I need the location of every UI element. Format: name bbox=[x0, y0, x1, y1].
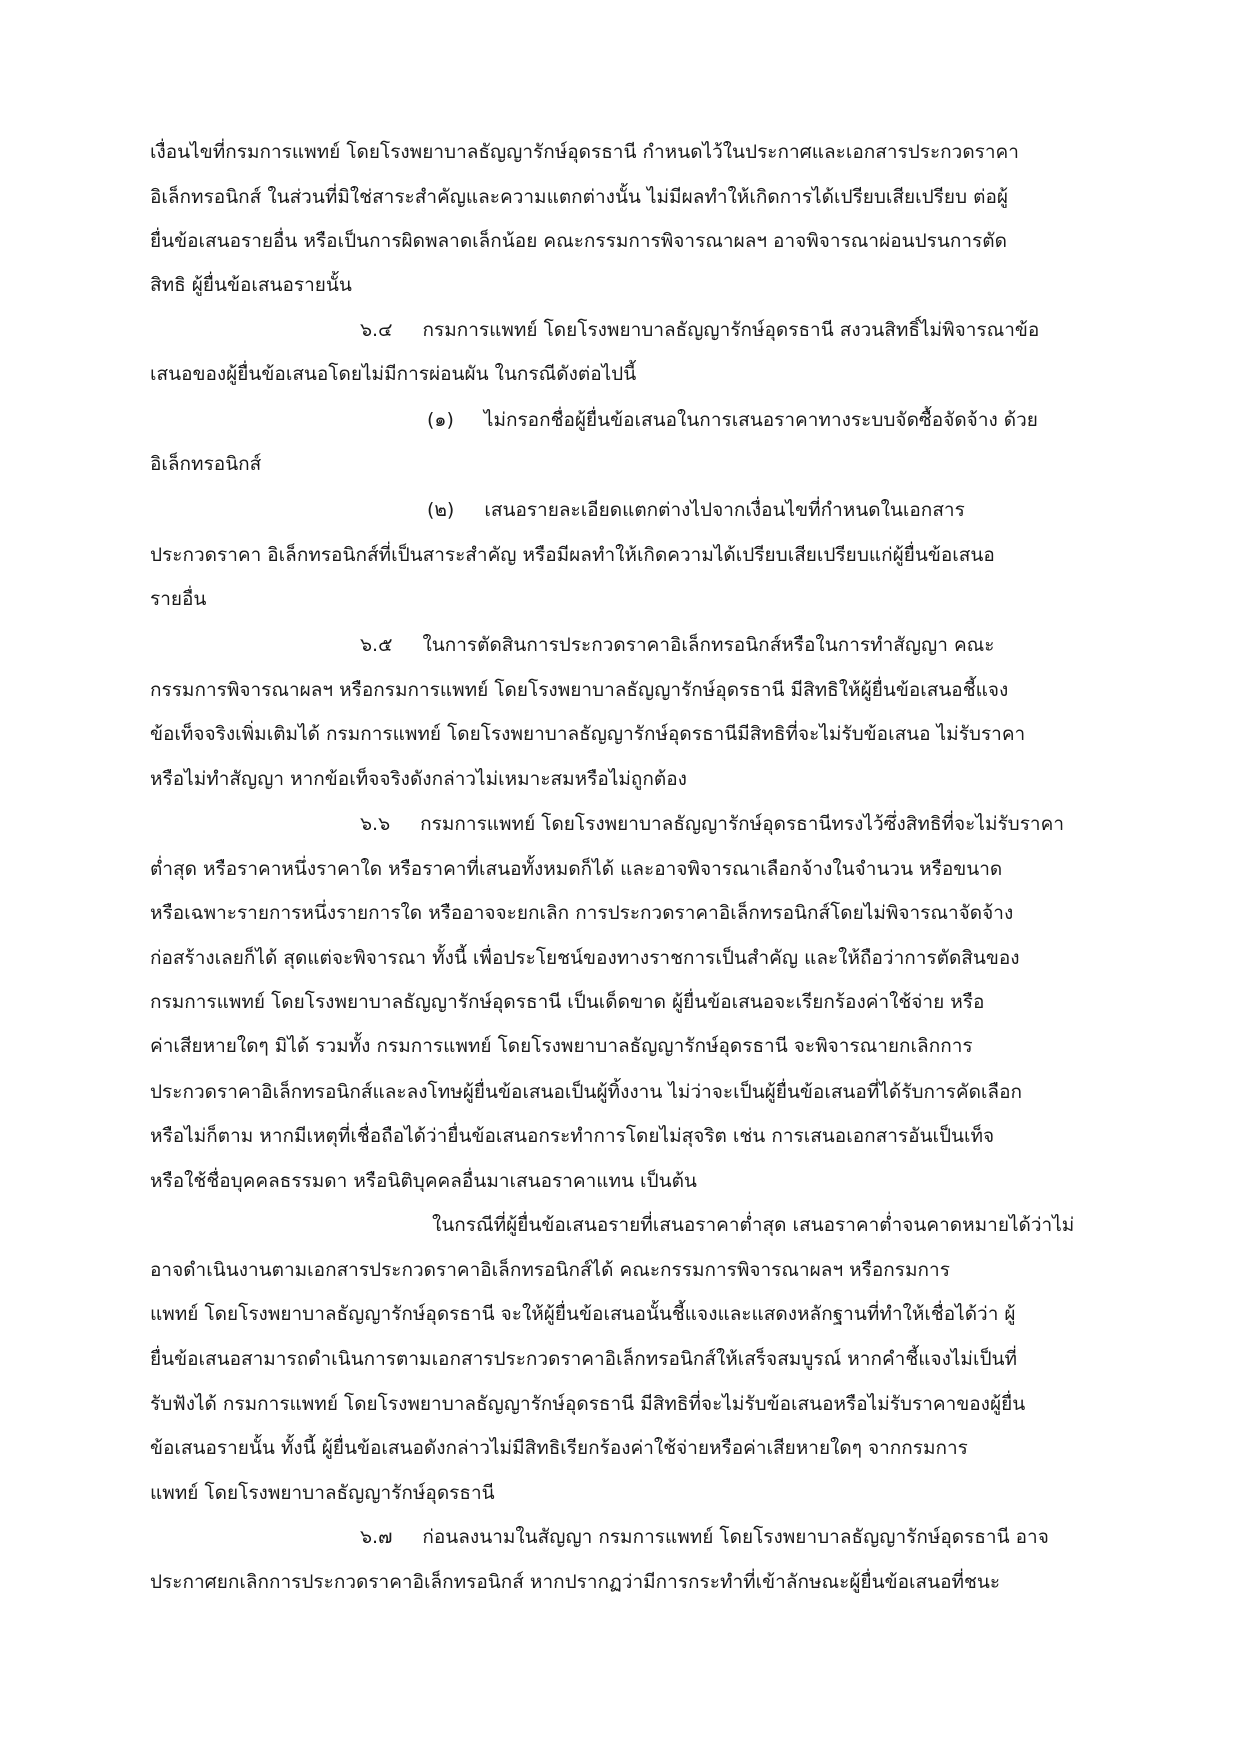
body-text-line: อิเล็กทรอนิกส์ bbox=[150, 453, 262, 475]
sub-item-number: (๒) bbox=[427, 499, 455, 521]
body-text-line: หรือไม่ก็ตาม หากมีเหตุที่เชื่อถือได้ว่ายื่นข้อเสนอกระทำการโดยไม่สุจริต เช่น การเสนอเอกสารอันเป็นเท็จ bbox=[150, 1125, 995, 1147]
body-text-line: ในกรณีที่ผู้ยื่นข้อเสนอรายที่เสนอราคาต่ำสุด เสนอราคาต่ำจนคาดหมายได้ว่าไม่ bbox=[432, 1214, 1075, 1236]
clause-number: ๖.๕ bbox=[360, 634, 393, 656]
sub-item-number: (๑) bbox=[427, 409, 454, 431]
clause-6-7-first-line bbox=[360, 1525, 1049, 1549]
body-text-line: ค่าเสียหายใดๆ มิได้ รวมทั้ง กรมการแพทย์ โดยโรงพยาบาลธัญญารักษ์อุดรธานี จะพิจารณายกเลิกการ bbox=[150, 1035, 973, 1057]
clause-number: ๖.๗ bbox=[360, 1526, 393, 1548]
body-text-line: ประกวดราคา อิเล็กทรอนิกส์ที่เป็นสาระสำคัญ หรือมีผลทำให้เกิดความได้เปรียบเสียเปรียบแก่ผู้ยื่นข้อเสนอ bbox=[150, 544, 995, 566]
body-text-line: หรือไม่ทำสัญญา หากข้อเท็จจริงดังกล่าวไม่เหมาะสมหรือไม่ถูกต้อง bbox=[150, 768, 687, 790]
body-text-line: เงื่อนไขที่กรมการแพทย์ โดยโรงพยาบาลธัญญารักษ์อุดรธานี กำหนดไว้ในประกาศและเอกสารประกวดราคา bbox=[150, 141, 1019, 163]
body-text-line: ยื่นข้อเสนอสามารถดำเนินการตามเอกสารประกวดราคาอิเล็กทรอนิกส์ให้เสร็จสมบูรณ์ หากคำชี้แจงไม่เป็นที่ bbox=[150, 1348, 1018, 1370]
clause-6-5-first-line bbox=[360, 633, 995, 657]
body-text-line: หรือใช้ชื่อบุคคลธรรมดา หรือนิติบุคคลอื่นมาเสนอราคาแทน เป็นต้น bbox=[150, 1170, 697, 1192]
clause-6-4-first-line bbox=[360, 318, 1039, 342]
body-text-line: ข้อเท็จจริงเพิ่มเติมได้ กรมการแพทย์ โดยโรงพยาบาลธัญญารักษ์อุดรธานีมีสิทธิที่จะไม่รับข้อเสนอ ไม่รับราคา bbox=[150, 723, 1026, 745]
sub-item-text: ไม่กรอกชื่อผู้ยื่นข้อเสนอในการเสนอราคาทางระบบจัดซื้อจัดจ้าง ด้วย bbox=[483, 409, 1038, 431]
body-text-line: อิเล็กทรอนิกส์ ในส่วนที่มิใช่สาระสำคัญและความแตกต่างนั้น ไม่มีผลทำให้เกิดการได้เปรียบเสียเปรียบ ต่อผู้ bbox=[150, 186, 1008, 208]
body-text-line: ยื่นข้อเสนอรายอื่น หรือเป็นการผิดพลาดเล็กน้อย คณะกรรมการพิจารณาผลฯ อาจพิจารณาผ่อนปรนการตัด bbox=[150, 230, 1007, 252]
body-text-line: ประกาศยกเลิกการประกวดราคาอิเล็กทรอนิกส์ หากปรากฏว่ามีการกระทำที่เข้าลักษณะผู้ยื่นข้อเสนอที่ชนะ bbox=[150, 1571, 1001, 1593]
body-text-line: หรือเฉพาะรายการหนึ่งรายการใด หรืออาจจะยกเลิก การประกวดราคาอิเล็กทรอนิกส์โดยไม่พิจารณาจัดจ้าง bbox=[150, 902, 1014, 924]
body-text-line: รับฟังได้ กรมการแพทย์ โดยโรงพยาบาลธัญญารักษ์อุดรธานี มีสิทธิที่จะไม่รับข้อเสนอหรือไม่รับราคาของผู้ยื่น bbox=[150, 1393, 1026, 1415]
clause-number: ๖.๖ bbox=[360, 813, 391, 835]
body-text-line: กรรมการพิจารณาผลฯ หรือกรมการแพทย์ โดยโรงพยาบาลธัญญารักษ์อุดรธานี มีสิทธิให้ผู้ยื่นข้อเสนอชี้แจง bbox=[150, 679, 1009, 701]
body-text-line: อาจดำเนินงานตามเอกสารประกวดราคาอิเล็กทรอนิกส์ได้ คณะกรรมการพิจารณาผลฯ หรือกรมการ bbox=[150, 1259, 950, 1281]
sub-item-1-first-line bbox=[427, 408, 1038, 432]
body-text-line: เสนอของผู้ยื่นข้อเสนอโดยไม่มีการผ่อนผัน ในกรณีดังต่อไปนี้ bbox=[150, 363, 637, 385]
sub-item-2-first-line bbox=[427, 498, 965, 522]
body-text-line: รายอื่น bbox=[150, 588, 207, 610]
body-text-line: ก่อสร้างเลยก็ได้ สุดแต่จะพิจารณา ทั้งนี้ เพื่อประโยชน์ของทางราชการเป็นสำคัญ และให้ถือว่าการตัดสินของ bbox=[150, 947, 1020, 969]
clause-number: ๖.๔ bbox=[360, 319, 393, 341]
body-text-line: ประกวดราคาอิเล็กทรอนิกส์และลงโทษผู้ยื่นข้อเสนอเป็นผู้ทิ้งงาน ไม่ว่าจะเป็นผู้ยื่นข้อเสนอที่ได้รับการคัดเลือก bbox=[150, 1081, 1022, 1103]
clause-text: กรมการแพทย์ โดยโรงพยาบาลธัญญารักษ์อุดรธานีทรงไว้ซึ่งสิทธิที่จะไม่รับราคา bbox=[420, 813, 1064, 835]
clause-6-6-first-line bbox=[360, 812, 1064, 836]
body-text-line: ข้อเสนอรายนั้น ทั้งนี้ ผู้ยื่นข้อเสนอดังกล่าวไม่มีสิทธิเรียกร้องค่าใช้จ่ายหรือค่าเสียหายใดๆ จากกรมการ bbox=[150, 1437, 968, 1459]
body-text-line: กรมการแพทย์ โดยโรงพยาบาลธัญญารักษ์อุดรธานี เป็นเด็ดขาด ผู้ยื่นข้อเสนอจะเรียกร้องค่าใช้จ่าย หรือ bbox=[150, 991, 985, 1013]
body-text-line: แพทย์ โดยโรงพยาบาลธัญญารักษ์อุดรธานี bbox=[150, 1482, 495, 1504]
body-text-line: แพทย์ โดยโรงพยาบาลธัญญารักษ์อุดรธานี จะให้ผู้ยื่นข้อเสนอนั้นชี้แจงและแสดงหลักฐานที่ทำให้เชื่อได้ว่า ผู้ bbox=[150, 1303, 1016, 1325]
clause-text: กรมการแพทย์ โดยโรงพยาบาลธัญญารักษ์อุดรธานี สงวนสิทธิ์ไม่พิจารณาข้อ bbox=[422, 319, 1040, 341]
clause-text: ก่อนลงนามในสัญญา กรมการแพทย์ โดยโรงพยาบาลธัญญารักษ์อุดรธานี อาจ bbox=[422, 1526, 1049, 1548]
sub-item-text: เสนอรายละเอียดแตกต่างไปจากเงื่อนไขที่กำหนดในเอกสาร bbox=[484, 499, 965, 521]
clause-text: ในการตัดสินการประกวดราคาอิเล็กทรอนิกส์หรือในการทำสัญญา คณะ bbox=[422, 634, 995, 656]
body-text-line: สิทธิ ผู้ยื่นข้อเสนอรายนั้น bbox=[150, 274, 352, 296]
body-text-line: ต่ำสุด หรือราคาหนึ่งราคาใด หรือราคาที่เสนอทั้งหมดก็ได้ และอาจพิจารณาเลือกจ้างในจำนวน หรือขนาด bbox=[150, 858, 1003, 880]
